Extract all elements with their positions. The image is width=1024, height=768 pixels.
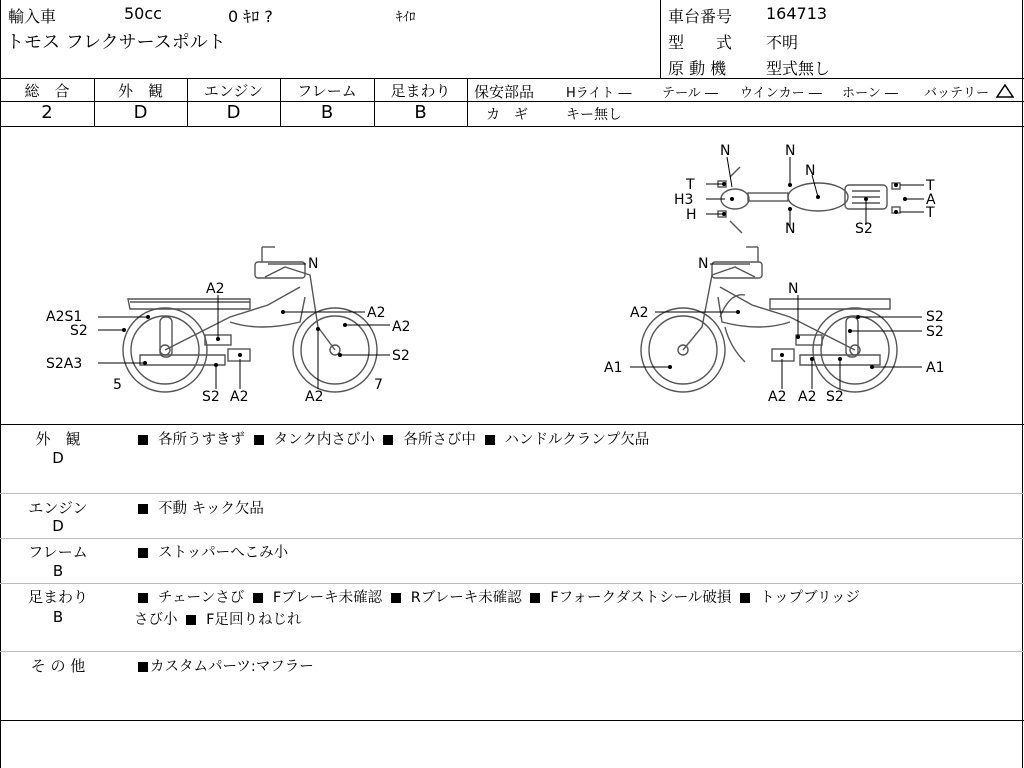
- remark-line: Rブレーキ未確認: [410, 590, 522, 606]
- diagram-label: A: [926, 192, 936, 208]
- diagram-label: A2: [230, 389, 249, 405]
- key-value: キー無し: [566, 107, 622, 123]
- safety-winker: ウインカー ―: [740, 86, 822, 101]
- diagram-label: A2: [305, 389, 324, 405]
- bullet-icon: [253, 593, 263, 603]
- remark-line: 不動 キック欠品: [158, 501, 264, 517]
- diagram-label: S2: [926, 309, 944, 325]
- diagram-label: A2: [768, 389, 787, 405]
- remark-suspension-grade: B: [52, 608, 64, 626]
- score-total-label: 総 合: [24, 82, 70, 100]
- left-view-bike: [123, 247, 377, 392]
- score-suspension-value: B: [414, 102, 427, 123]
- remark-engine-category: エンジン: [28, 499, 88, 517]
- remark-suspension-category: 足まわり: [27, 588, 88, 606]
- remark-suspension-text: [134, 586, 860, 607]
- score-frame-label: フレーム: [297, 82, 357, 100]
- remark-line: 各所さび中: [403, 432, 476, 448]
- remark-other-category: そ の 他: [30, 657, 86, 675]
- diagram-label: T: [926, 178, 935, 194]
- remark-exterior-category: 外 観: [35, 430, 81, 448]
- diagram-label: T: [686, 177, 695, 193]
- remark-line: さび小: [134, 612, 178, 628]
- remark-line: タンク内さび小: [273, 432, 375, 448]
- score-engine-value: D: [226, 102, 241, 123]
- bullet-icon: [138, 435, 148, 445]
- diagram-label: A1: [604, 360, 623, 376]
- bullet-icon: [138, 593, 148, 603]
- diagram-label: S2: [70, 323, 88, 339]
- bullet-icon: [138, 504, 148, 514]
- diagram-label: S2: [202, 389, 220, 405]
- bullet-icon: [530, 593, 540, 603]
- engine-type-label: 原 動 機: [668, 59, 727, 78]
- diagram-label: A2: [630, 305, 649, 321]
- diagram-label: 5: [113, 377, 122, 393]
- remark-line: ハンドルクランプ欠品: [504, 432, 650, 448]
- diagram-label: N: [805, 163, 816, 179]
- diagram-label: A2: [206, 281, 225, 297]
- diagram-label: S2A3: [46, 356, 83, 372]
- diagram-label: A1: [926, 360, 945, 376]
- diagram-label: N: [698, 256, 709, 272]
- remark-line: Fフォークダストシール破損: [550, 590, 732, 606]
- frame-number-label: 車台番号: [668, 7, 733, 26]
- remark-divider: [0, 493, 1024, 494]
- bullet-icon: [186, 615, 196, 625]
- model-name: トモス フレクサースポルト: [6, 32, 226, 53]
- diagram-label: N: [308, 256, 319, 272]
- remark-divider: [0, 583, 1024, 584]
- triangle-icon: [996, 84, 1014, 98]
- bullet-icon: [391, 593, 401, 603]
- remark-exterior-grade: D: [52, 449, 64, 467]
- remark-suspension-text-2: [134, 608, 301, 629]
- diagram-label: N: [785, 143, 796, 159]
- diagram-label: A2: [367, 305, 386, 321]
- score-engine-label: エンジン: [203, 82, 264, 100]
- import-label: 輸入車: [8, 7, 57, 26]
- safety-title: 保安部品: [474, 83, 535, 101]
- bullet-icon: [138, 548, 148, 558]
- frame-number: 164713: [766, 4, 828, 23]
- diagram-label: N: [785, 221, 796, 237]
- model-type-label: 型 式: [668, 33, 733, 52]
- model-type: 不明: [766, 33, 799, 52]
- diagram-label: A2S1: [46, 309, 83, 325]
- remark-line: チェーンさび: [158, 590, 245, 606]
- score-frame-value: B: [320, 102, 334, 123]
- diagram-label: 7: [374, 377, 383, 393]
- remark-frame-grade: B: [52, 562, 64, 580]
- diagram-label: S2: [392, 348, 410, 364]
- remark-line: ストッパーへこみ小: [158, 545, 289, 561]
- mileage-unit: ｷｲﾛ: [396, 10, 416, 25]
- diagram-label: N: [788, 281, 799, 297]
- diagram-label: H: [686, 207, 697, 223]
- diagram-label: S2: [855, 221, 873, 237]
- diagram-label: S2: [826, 389, 844, 405]
- bullet-icon: [485, 435, 495, 445]
- bottom-line: [0, 720, 1024, 721]
- remark-frame-category: フレーム: [28, 543, 88, 561]
- safety-tail: テール ―: [662, 86, 718, 101]
- pointer-lines: [98, 157, 924, 389]
- score-total-value: 2: [41, 102, 53, 123]
- score-exterior-value: D: [133, 102, 148, 123]
- score-suspension-label: 足まわり: [390, 82, 451, 100]
- diagram-label: A2: [392, 319, 411, 335]
- bullet-icon: [138, 662, 148, 672]
- bullet-icon: [254, 435, 264, 445]
- remark-engine-grade: D: [52, 517, 64, 535]
- displacement: 50cc: [124, 4, 162, 23]
- key-label: カ ギ: [486, 107, 528, 123]
- remark-exterior-text: [134, 428, 649, 449]
- header-divider: [660, 0, 661, 78]
- safety-battery: バッテリー: [924, 86, 990, 101]
- motorcycle-diagram: [0, 127, 1024, 423]
- remarks-top-line: [0, 424, 1024, 425]
- remark-divider: [0, 651, 1024, 652]
- engine-type: 型式無し: [766, 59, 831, 78]
- remark-line: カスタムパーツ:マフラー: [150, 659, 314, 675]
- remark-line: 各所うすきず: [158, 432, 245, 448]
- diagram-label: S2: [926, 324, 944, 340]
- remark-line: F足回りねじれ: [206, 612, 302, 628]
- bullet-icon: [740, 593, 750, 603]
- safety-headlight: Hライト ―: [566, 86, 632, 101]
- safety-mid-line: [467, 101, 1024, 102]
- remark-line: トップブリッジ: [760, 590, 860, 606]
- remark-frame-text: [134, 541, 288, 562]
- diagram-label: N: [720, 143, 731, 159]
- diagram-label: A2: [798, 389, 817, 405]
- safety-horn: ホーン ―: [842, 86, 898, 101]
- remark-line: Fブレーキ未確認: [272, 590, 383, 606]
- bullet-icon: [383, 435, 393, 445]
- remark-other-text: [134, 655, 314, 676]
- diagram-label: H3: [674, 192, 694, 208]
- remark-engine-text: [134, 497, 264, 518]
- score-divider-5: [467, 78, 468, 126]
- score-exterior-label: 外 観: [117, 82, 163, 100]
- right-view-bike: [641, 247, 897, 392]
- mileage: 0 ｷﾛ ?: [228, 7, 273, 26]
- header-bottom-line: [0, 78, 1024, 79]
- remark-divider: [0, 538, 1024, 539]
- diagram-label: T: [926, 205, 935, 221]
- marker-dots: [122, 182, 907, 369]
